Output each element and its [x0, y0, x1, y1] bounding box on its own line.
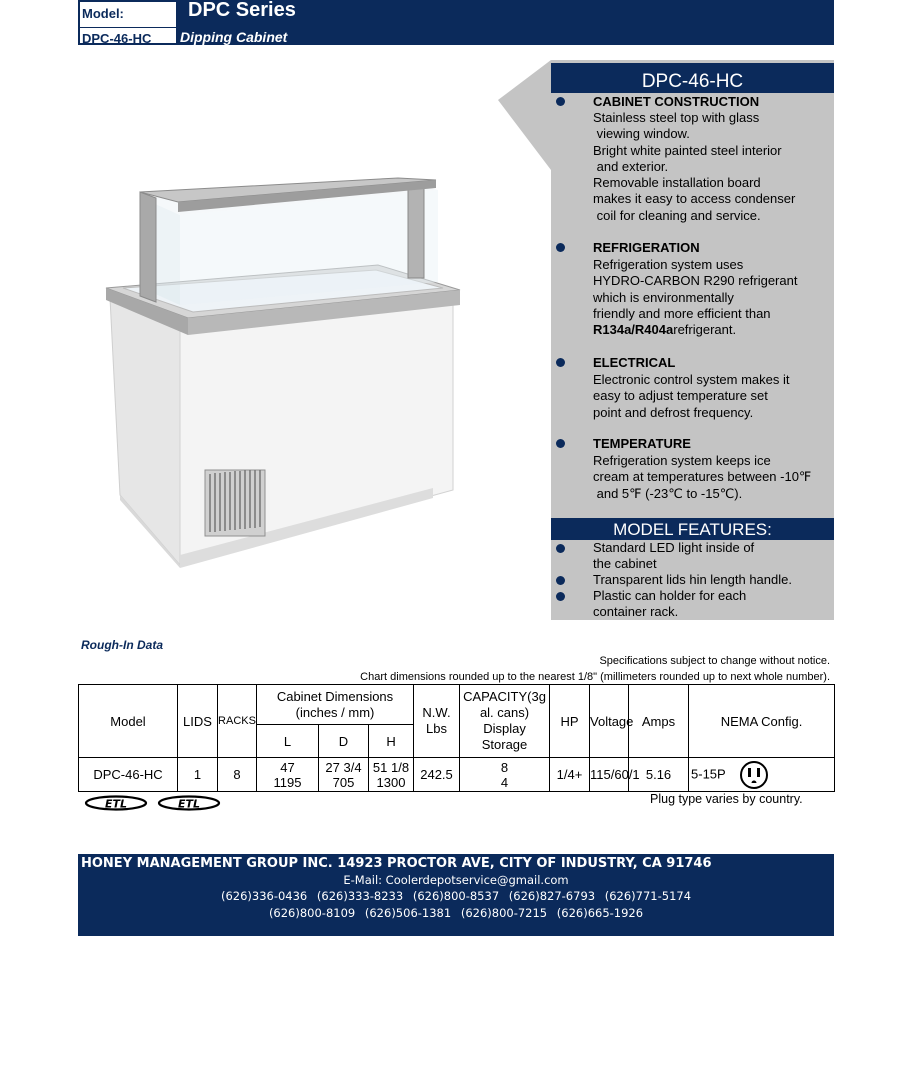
refrigerant-rest: refrigerant.: [673, 322, 737, 338]
section-title-temperature: TEMPERATURE: [593, 436, 691, 451]
etl-logo-text: ETL: [177, 797, 201, 811]
contact-email[interactable]: E-Mail: Coolerdepotservice@gmail.com: [343, 873, 569, 887]
bullet-icon: [556, 97, 565, 106]
series-title: DPC Series: [188, 0, 296, 21]
feature-line: the cabinet: [593, 556, 657, 572]
section-line: cream at temperatures between -10℉: [593, 469, 812, 485]
th-racks: RACKS: [218, 685, 257, 758]
section-line: friendly and more efficient than: [593, 305, 771, 321]
section-body-temperature: [593, 453, 811, 502]
section-line: Stainless steel top with glass: [593, 110, 760, 125]
cell-depth: 27 3/4 705: [319, 758, 369, 792]
model-label: Model:: [82, 6, 124, 21]
feature-item: [593, 588, 746, 621]
panel-title: DPC-46-HC: [551, 63, 834, 93]
th-amps: Amps: [629, 685, 689, 758]
cell-net-weight: 242.5: [414, 758, 460, 792]
section-line: coil for cleaning and service.: [593, 207, 761, 223]
feature-item: [593, 540, 754, 573]
phone-numbers-1: (626)336-0436 (626)333-8233 (626)800-8537 (626)827-6793 (626)771-5174: [220, 889, 692, 903]
bullet-icon: [556, 358, 565, 367]
section-line: and 5℉ (-23℃ to -15℃).: [593, 485, 743, 501]
bullet-icon: [556, 576, 565, 585]
feature-line: Plastic can holder for each: [593, 588, 747, 603]
cell-capacity: 8 4: [460, 758, 550, 792]
th-model: Model: [79, 685, 178, 758]
rounding-note: Chart dimensions rounded up to the nearest 1/8" (millimeters rounded up to next whole number).: [360, 671, 830, 683]
section-line: Removable installation board: [593, 175, 761, 191]
bullet-icon: [556, 439, 565, 448]
cell-length: 47 1195: [257, 758, 319, 792]
th-length: L: [257, 725, 319, 758]
cell-nema: [689, 758, 835, 792]
section-line: Refrigeration system keeps ice: [593, 453, 771, 468]
feature-line: container rack.: [593, 604, 679, 620]
feature-line: Transparent lids hin length handle.: [593, 572, 792, 587]
model-value: DPC-46-HC: [82, 31, 152, 46]
bullet-icon: [556, 243, 565, 252]
bullet-icon: [556, 544, 565, 553]
rough-in-title: Rough-In Data: [81, 638, 163, 652]
series-subtitle: Dipping Cabinet: [180, 29, 288, 45]
section-title-cabinet: CABINET CONSTRUCTION: [593, 94, 760, 109]
section-body-electrical: [593, 372, 790, 421]
company-address: HONEY MANAGEMENT GROUP INC. 14923 PROCTOR AVE, CITY OF INDUSTRY, CA 91746: [81, 856, 712, 871]
etl-logo-text: ETL: [104, 797, 128, 811]
cell-racks: 8: [218, 758, 257, 792]
section-line: Bright white painted steel interior: [593, 142, 782, 158]
cell-hp: 1/4+: [550, 758, 590, 792]
th-capacity: CAPACITY(3g al. cans) Display Storage: [460, 685, 550, 758]
section-line: viewing window.: [593, 126, 690, 142]
th-voltage: Voltage: [590, 685, 629, 758]
plug-note: Plug type varies by country.: [650, 792, 803, 806]
th-lids: LIDS: [178, 685, 218, 758]
th-net-weight: N.W. Lbs: [414, 685, 460, 758]
section-line: HYDRO-CARBON R290 refrigerant: [593, 273, 798, 289]
dipping-cabinet-image: [98, 170, 468, 580]
section-line: easy to adjust temperature set: [593, 388, 768, 404]
section-title-refrigeration: REFRIGERATION: [593, 240, 700, 255]
feature-item: [593, 572, 792, 588]
section-line: Refrigeration system uses: [593, 257, 744, 272]
spec-change-note: Specifications subject to change without notice.: [599, 655, 830, 667]
plug-outlet-icon: [739, 760, 769, 790]
section-line: makes it easy to access condenser: [593, 191, 796, 207]
phone-numbers-2: (626)800-8109 (626)506-1381 (626)800-7215 (626)665-1926: [268, 906, 644, 920]
bullet-icon: [556, 592, 565, 601]
etl-logo-icon: [157, 795, 221, 811]
cell-lids: 1: [178, 758, 218, 792]
header-divider: [80, 27, 176, 28]
th-hp: HP: [550, 685, 590, 758]
cell-voltage: 115/60/1: [590, 758, 629, 792]
section-body-refrigeration: [593, 257, 797, 338]
cell-height: 51 1/8 1300: [369, 758, 414, 792]
section-line-refrigerant: [593, 322, 797, 338]
feature-line: Standard LED light inside of: [593, 540, 755, 555]
th-cabinet-dimensions: Cabinet Dimensions (inches / mm): [257, 685, 414, 725]
cell-amps: 5.16: [629, 758, 689, 792]
th-depth: D: [319, 725, 369, 758]
nema-value: 5-15P: [691, 765, 726, 781]
section-line: Electronic control system makes it: [593, 372, 790, 387]
header-bar: [78, 0, 834, 45]
etl-logo-icon: [84, 795, 148, 811]
model-features-title: MODEL FEATURES:: [551, 518, 834, 540]
section-line: point and defrost frequency.: [593, 404, 754, 420]
section-line: which is environmentally: [593, 289, 734, 305]
spec-table: [78, 684, 835, 792]
section-line: and exterior.: [593, 158, 669, 174]
section-title-electrical: ELECTRICAL: [593, 355, 676, 370]
cell-model: DPC-46-HC: [79, 758, 178, 792]
section-body-cabinet: [593, 110, 795, 224]
table-row: [79, 758, 835, 792]
footer-contact: [78, 854, 834, 936]
th-height: H: [369, 725, 414, 758]
refrigerant-bold: R134a/R404a: [593, 322, 674, 338]
th-nema: NEMA Config.: [689, 685, 835, 758]
